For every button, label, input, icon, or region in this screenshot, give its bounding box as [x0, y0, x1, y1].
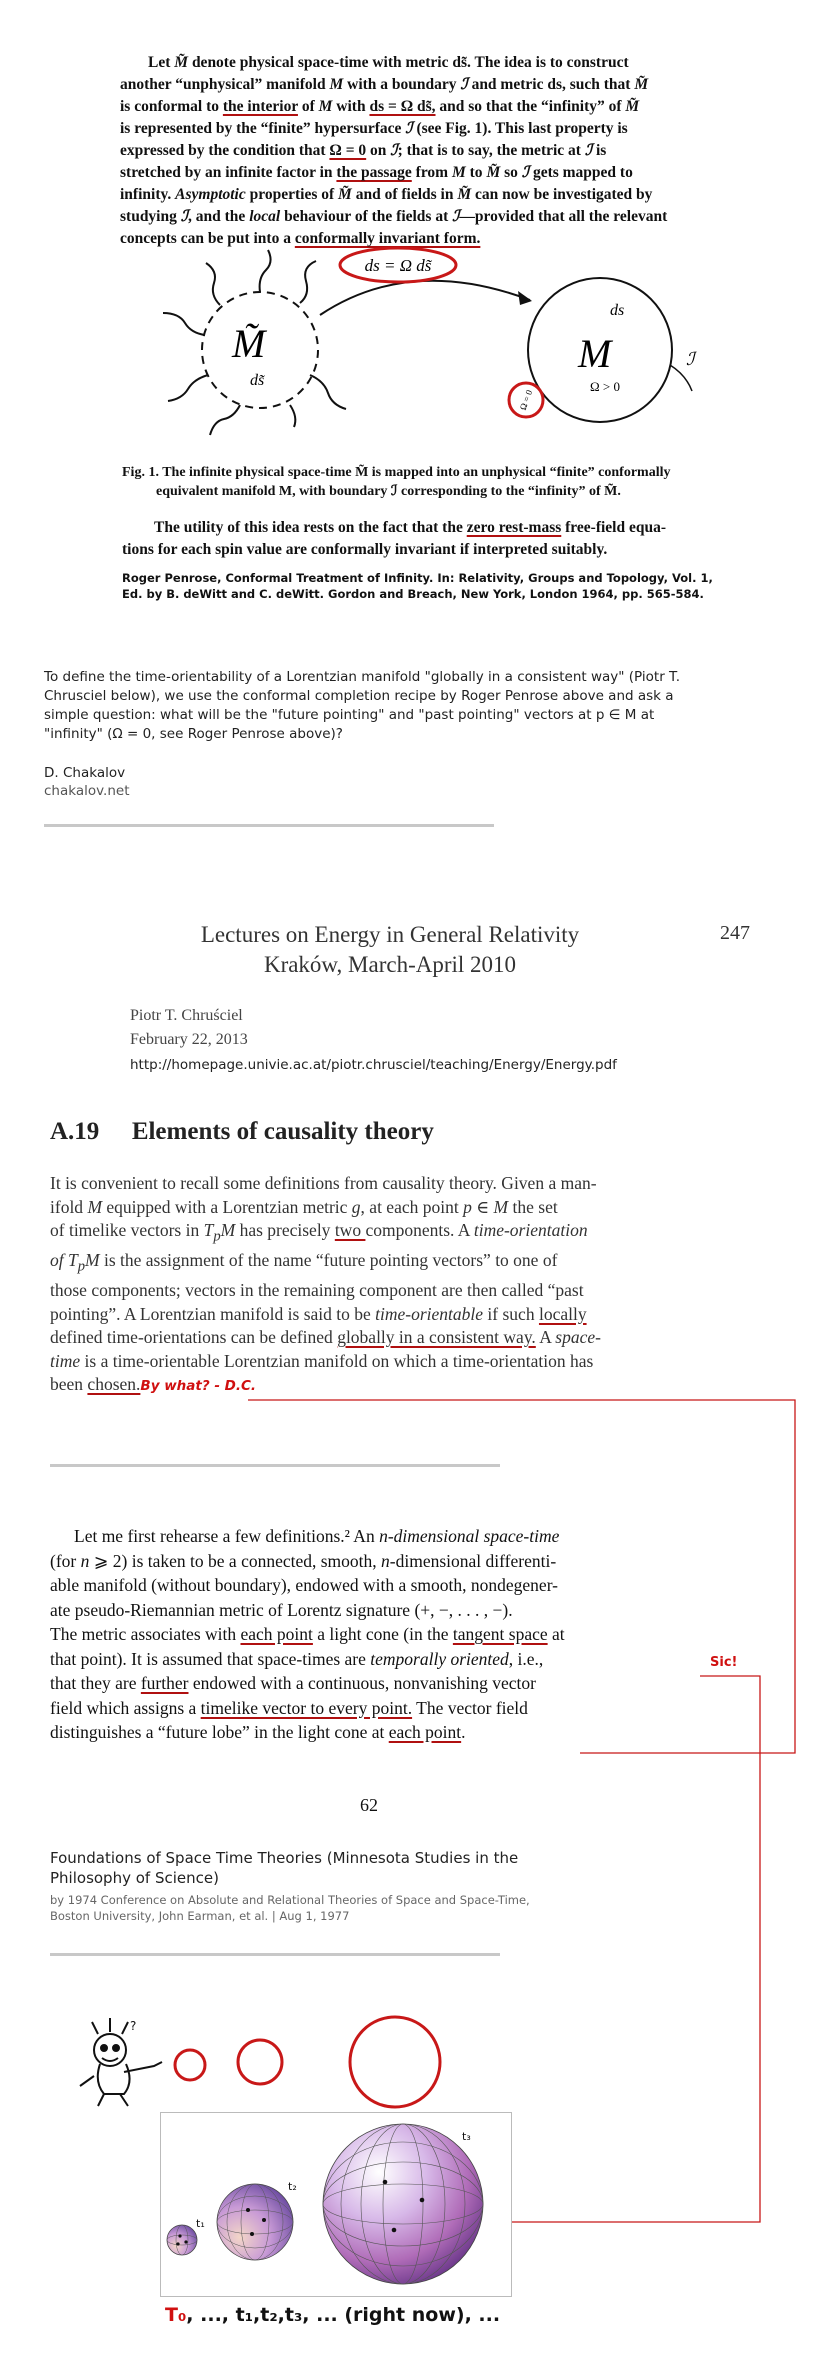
intro-author: D. Chakalov [44, 765, 126, 781]
foundations-line: ate pseudo-Riemannian metric of Lorentz signature (+, −, . . . , −). [50, 1599, 513, 1620]
penrose-line: infinity. Asymptotic properties of M̃ and of fields in M̃ can now be investigated by [120, 186, 653, 203]
foundations-line: (for n ⩾ 2) is taken to be a connected, smooth, n-dimensional differenti- [50, 1550, 557, 1571]
penrose-line: is represented by the “finite” hypersurface ℐ (see Fig. 1). This last property is [120, 120, 628, 137]
omega-zero-label: Ω = 0 [517, 388, 535, 412]
body-line: of $T_pM$ is the assignment of the name “future pointing vectors” to one of [50, 1250, 558, 1275]
body-line: time is a time-orientable Lorentzian manifold on which a time-orientation has [50, 1350, 594, 1371]
left-metric-label: ds̃ [250, 372, 265, 389]
lectures-page-number: 247 [720, 922, 750, 944]
citation-line: Roger Penrose, Conformal Treatment of Infinity. In: Relativity, Groups and Topology, Vol. 1, [122, 571, 713, 585]
body-line: those components; vectors in the remaining component are then called “past [50, 1280, 584, 1300]
right-metric-label: ds [610, 302, 625, 319]
small-red-circle [175, 2050, 205, 2080]
book-title-line: Foundations of Space Time Theories (Minnesota Studies in the [50, 1849, 519, 1867]
lectures-author: Piotr T. Chruściel [130, 1007, 243, 1024]
right-manifold-label: M [578, 331, 612, 376]
large-red-circle [350, 2017, 440, 2107]
conformal-relation-label: ds = Ω ds̃ [364, 256, 432, 275]
foundations-page-number: 62 [360, 1795, 378, 1815]
book-meta-line: Boston University, John Earman, et al. | Aug 1, 1977 [50, 1909, 350, 1923]
body-line: It is convenient to recall some definitions from causality theory. Given a man- [50, 1173, 597, 1193]
growing-circles [160, 2010, 520, 2110]
lectures-title-line: Kraków, March-April 2010 [263, 952, 517, 977]
foundations-line: able manifold (without boundary), endowed with a smooth, nondegener- [50, 1575, 558, 1595]
foundations-line: that point). It is assumed that space-times are temporally oriented, i.e., [50, 1648, 544, 1669]
foundations-line: field which assigns a timelike vector to every point. The vector field [50, 1697, 528, 1718]
foundations-line: The metric associates with each point a light cone (in the tangent space at [50, 1624, 565, 1644]
penrose-line: stretched by an infinite factor in the passage from M to M̃ so ℐ gets mapped to [120, 164, 633, 181]
body-line: of timelike vectors in $T_pM$ has precisely two components. A time-orientation [50, 1220, 588, 1245]
left-manifold-label: M̃ [232, 321, 266, 366]
foundations-line: distinguishes a “future lobe” in the light cone at each point. [50, 1722, 466, 1742]
body-line: defined time-orientations can be defined globally in a consistent way. A space- [50, 1327, 601, 1347]
sphere-t2 [217, 2180, 297, 2260]
book-title [50, 1848, 670, 1888]
annotation-note: By what? - D.C. [140, 1378, 257, 1394]
sphere-t1 [167, 2217, 205, 2255]
foundations-body [50, 1524, 762, 1745]
penrose-line: expressed by the condition that Ω = 0 on ℐ; that is to say, the metric at ℐ is [120, 142, 607, 159]
foundations-line: Let me first rehearse a few definitions.² An n-dimensional space-time [74, 1526, 560, 1546]
svg-text:?: ? [130, 2019, 137, 2033]
intro-line: "infinity" (Ω = 0, see Roger Penrose above)? [44, 726, 343, 742]
sphere-t3 [323, 2124, 483, 2284]
lectures-url[interactable]: http://homepage.univie.ac.at/piotr.chrusciel/teaching/Energy/Energy.pdf [130, 1057, 617, 1073]
penrose-line: Let M̃ denote physical space-time with metric ds̃. The idea is to construct [148, 54, 629, 71]
divider [50, 1953, 500, 1956]
lectures-date: February 22, 2013 [130, 1031, 248, 1048]
time-sequence-t0: T₀ [165, 2304, 187, 2326]
lectures-title-line: Lectures on Energy in General Relativity [200, 922, 580, 947]
intro-line: To define the time-orientability of a Lorentzian manifold "globally in a consistent way" (Piotr T. [44, 669, 680, 685]
intro-line: simple question: what will be the "future pointing" and "past pointing" vectors at p ∈ M at [44, 707, 655, 723]
book-meta-line: by 1974 Conference on Absolute and Relational Theories of Space and Space-Time, [50, 1893, 530, 1907]
caption-line: Fig. 1. The infinite physical space-time M̃ is mapped into an unphysical “finite” conformally [122, 465, 671, 480]
foundations-line: that they are further endowed with a continuous, nonvanishing vector [50, 1673, 536, 1693]
medium-red-circle [238, 2040, 282, 2084]
citation-line: Ed. by B. deWitt and C. deWitt. Gordon and Breach, New York, London 1964, pp. 565-584. [122, 587, 704, 601]
divider [50, 1464, 500, 1467]
intro-line: Chrusciel below), we use the conformal completion recipe by Roger Penrose above and ask a [44, 688, 674, 704]
intro-site-link[interactable]: chakalov.net [44, 783, 130, 799]
body-line: pointing”. A Lorentzian manifold is said to be time-orientable if such locally [50, 1303, 587, 1324]
expanding-spheres [160, 2112, 510, 2295]
book-meta [50, 1892, 690, 1924]
penrose-line: is conformal to the interior of M with ds = Ω ds̃, and so that the “infinity” of M̃ [120, 98, 640, 115]
sphere-label-t3: t₃ [462, 2130, 471, 2143]
utility-line: The utility of this idea rests on the fact that the zero rest-mass free-field equa- [154, 519, 667, 536]
body-line: ifold M equipped with a Lorentzian metric g, at each point p ∈ M the set [50, 1196, 558, 1217]
time-sequence [165, 2304, 500, 2326]
sphere-label-t2: t₂ [288, 2180, 297, 2193]
section-number: A.19 [50, 1118, 100, 1145]
sic-note: Sic! [710, 1655, 738, 1670]
body-line: been chosen.By what? - D.C. [50, 1374, 257, 1394]
penrose-line: another “unphysical” manifold M with a boundary ℐ and metric ds, such that M̃ [120, 76, 649, 93]
sphere-label-t1: t₁ [196, 2217, 205, 2230]
caption-line: equivalent manifold M, with boundary ℐ corresponding to the “infinity” of M̃. [156, 484, 621, 499]
section-title: Elements of causality theory [131, 1118, 434, 1145]
utility-line: tions for each spin value are conformally invariant if interpreted suitably. [122, 541, 608, 558]
scri-label: ℐ [686, 349, 695, 369]
omega-positive-label: Ω > 0 [590, 379, 620, 394]
penrose-line: concepts can be put into a conformally invariant form. [120, 230, 481, 247]
penrose-line: studying ℐ, and the local behaviour of the fields at ℐ—provided that all the relevant [120, 208, 668, 225]
time-sequence-rest: , ..., t₁,t₂,t₃, ... (right now), ... [186, 2304, 501, 2326]
book-title-line: Philosophy of Science) [50, 1869, 219, 1887]
